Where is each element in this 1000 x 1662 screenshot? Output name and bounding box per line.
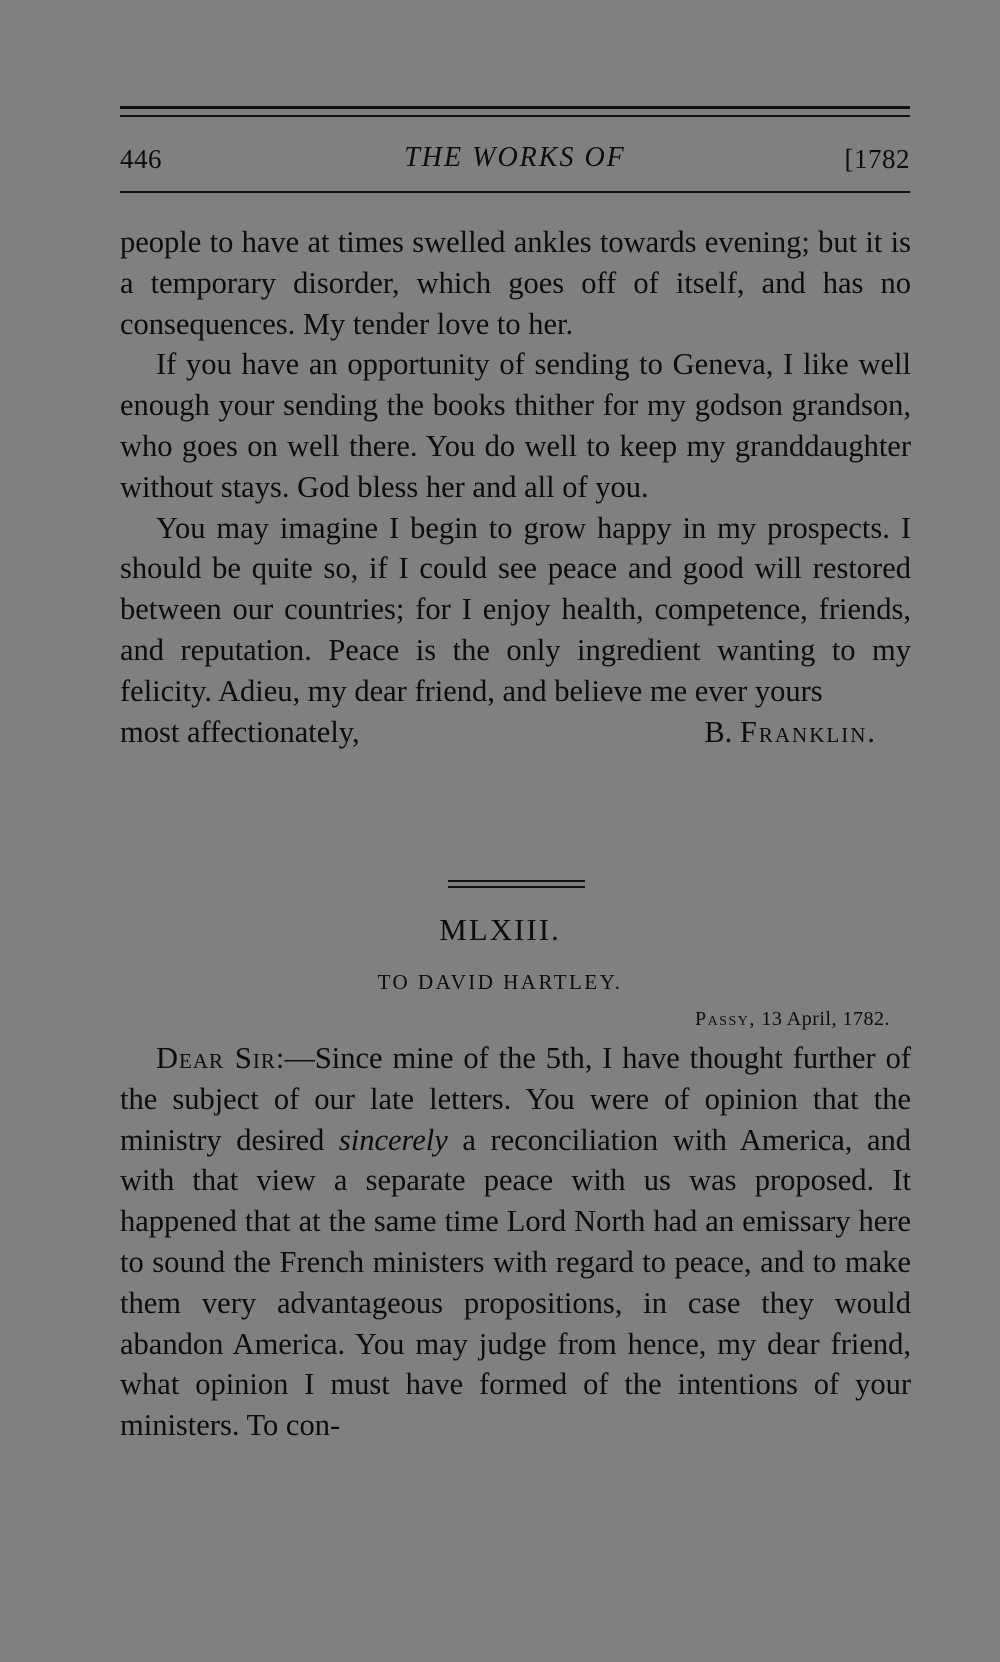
header-top-rule-1 [120, 106, 910, 109]
page-number: 446 [120, 144, 162, 174]
letter-body [120, 1038, 911, 1446]
signature-line [120, 712, 911, 753]
body-text-italic: sincerely [338, 1122, 448, 1157]
signature [704, 712, 877, 753]
letter-number: MLXIII. [439, 912, 561, 947]
paragraph-1: people to have at times swelled ankles towards evening; but it is a temporary disorder, which goes off of itself, and has no consequences. My tender love to her. [120, 225, 911, 341]
running-title: THE WORKS OF [404, 142, 626, 173]
header-top-rule-2 [120, 115, 910, 117]
section-divider-1 [448, 880, 585, 882]
signature-initial: B. [704, 714, 733, 749]
closing: most affectionately, [120, 714, 360, 749]
header-bottom-rule [120, 191, 910, 193]
paragraph-3: You may imagine I begin to grow happy in my prospects. I should be quite so, if I could see peace and good will restored between our countries; for I enjoy health, competence, friends, and reputation. Peace is the only ingredient wanting to my felicity. Adieu, my dear friend, and believe me ever yours [120, 510, 911, 708]
paragraph-2: If you have an opportunity of sending to Geneva, I like well enough your sending the books thither for my godson grandson, who goes on well there. You do well to keep my granddaughter without stays. God bless her and all of you. [120, 347, 911, 504]
letter-dateline [695, 1008, 890, 1031]
continued-letter [120, 222, 911, 752]
date-place: Passy, [694, 1008, 756, 1030]
body-text-1: :—Since mine of the 5th, I have thought further of the subject of our late letters. You were of opinion that the ministry desired [120, 1041, 911, 1157]
salutation: Dear Sir [156, 1041, 276, 1075]
header-year: [1782 [844, 144, 910, 174]
letter-recipient: TO DAVID HARTLEY. [377, 970, 623, 994]
date-value: 13 April, 1782. [761, 1008, 890, 1030]
letter-paragraph [120, 1038, 911, 1446]
signature-name: Franklin. [739, 714, 877, 749]
body-text-2: a reconciliation with America, and with that view a separate peace with us was proposed. It happened that at the same time Lord North had an emissary here to sound the French ministers with regard to peace, and to make them very advantageous propositions, in case they would abandon America. You may judge from hence, my dear friend, what opinion I must have formed of the intentions of your ministers. To con- [120, 1122, 911, 1443]
running-header [120, 136, 910, 180]
section-divider-2 [448, 886, 585, 888]
